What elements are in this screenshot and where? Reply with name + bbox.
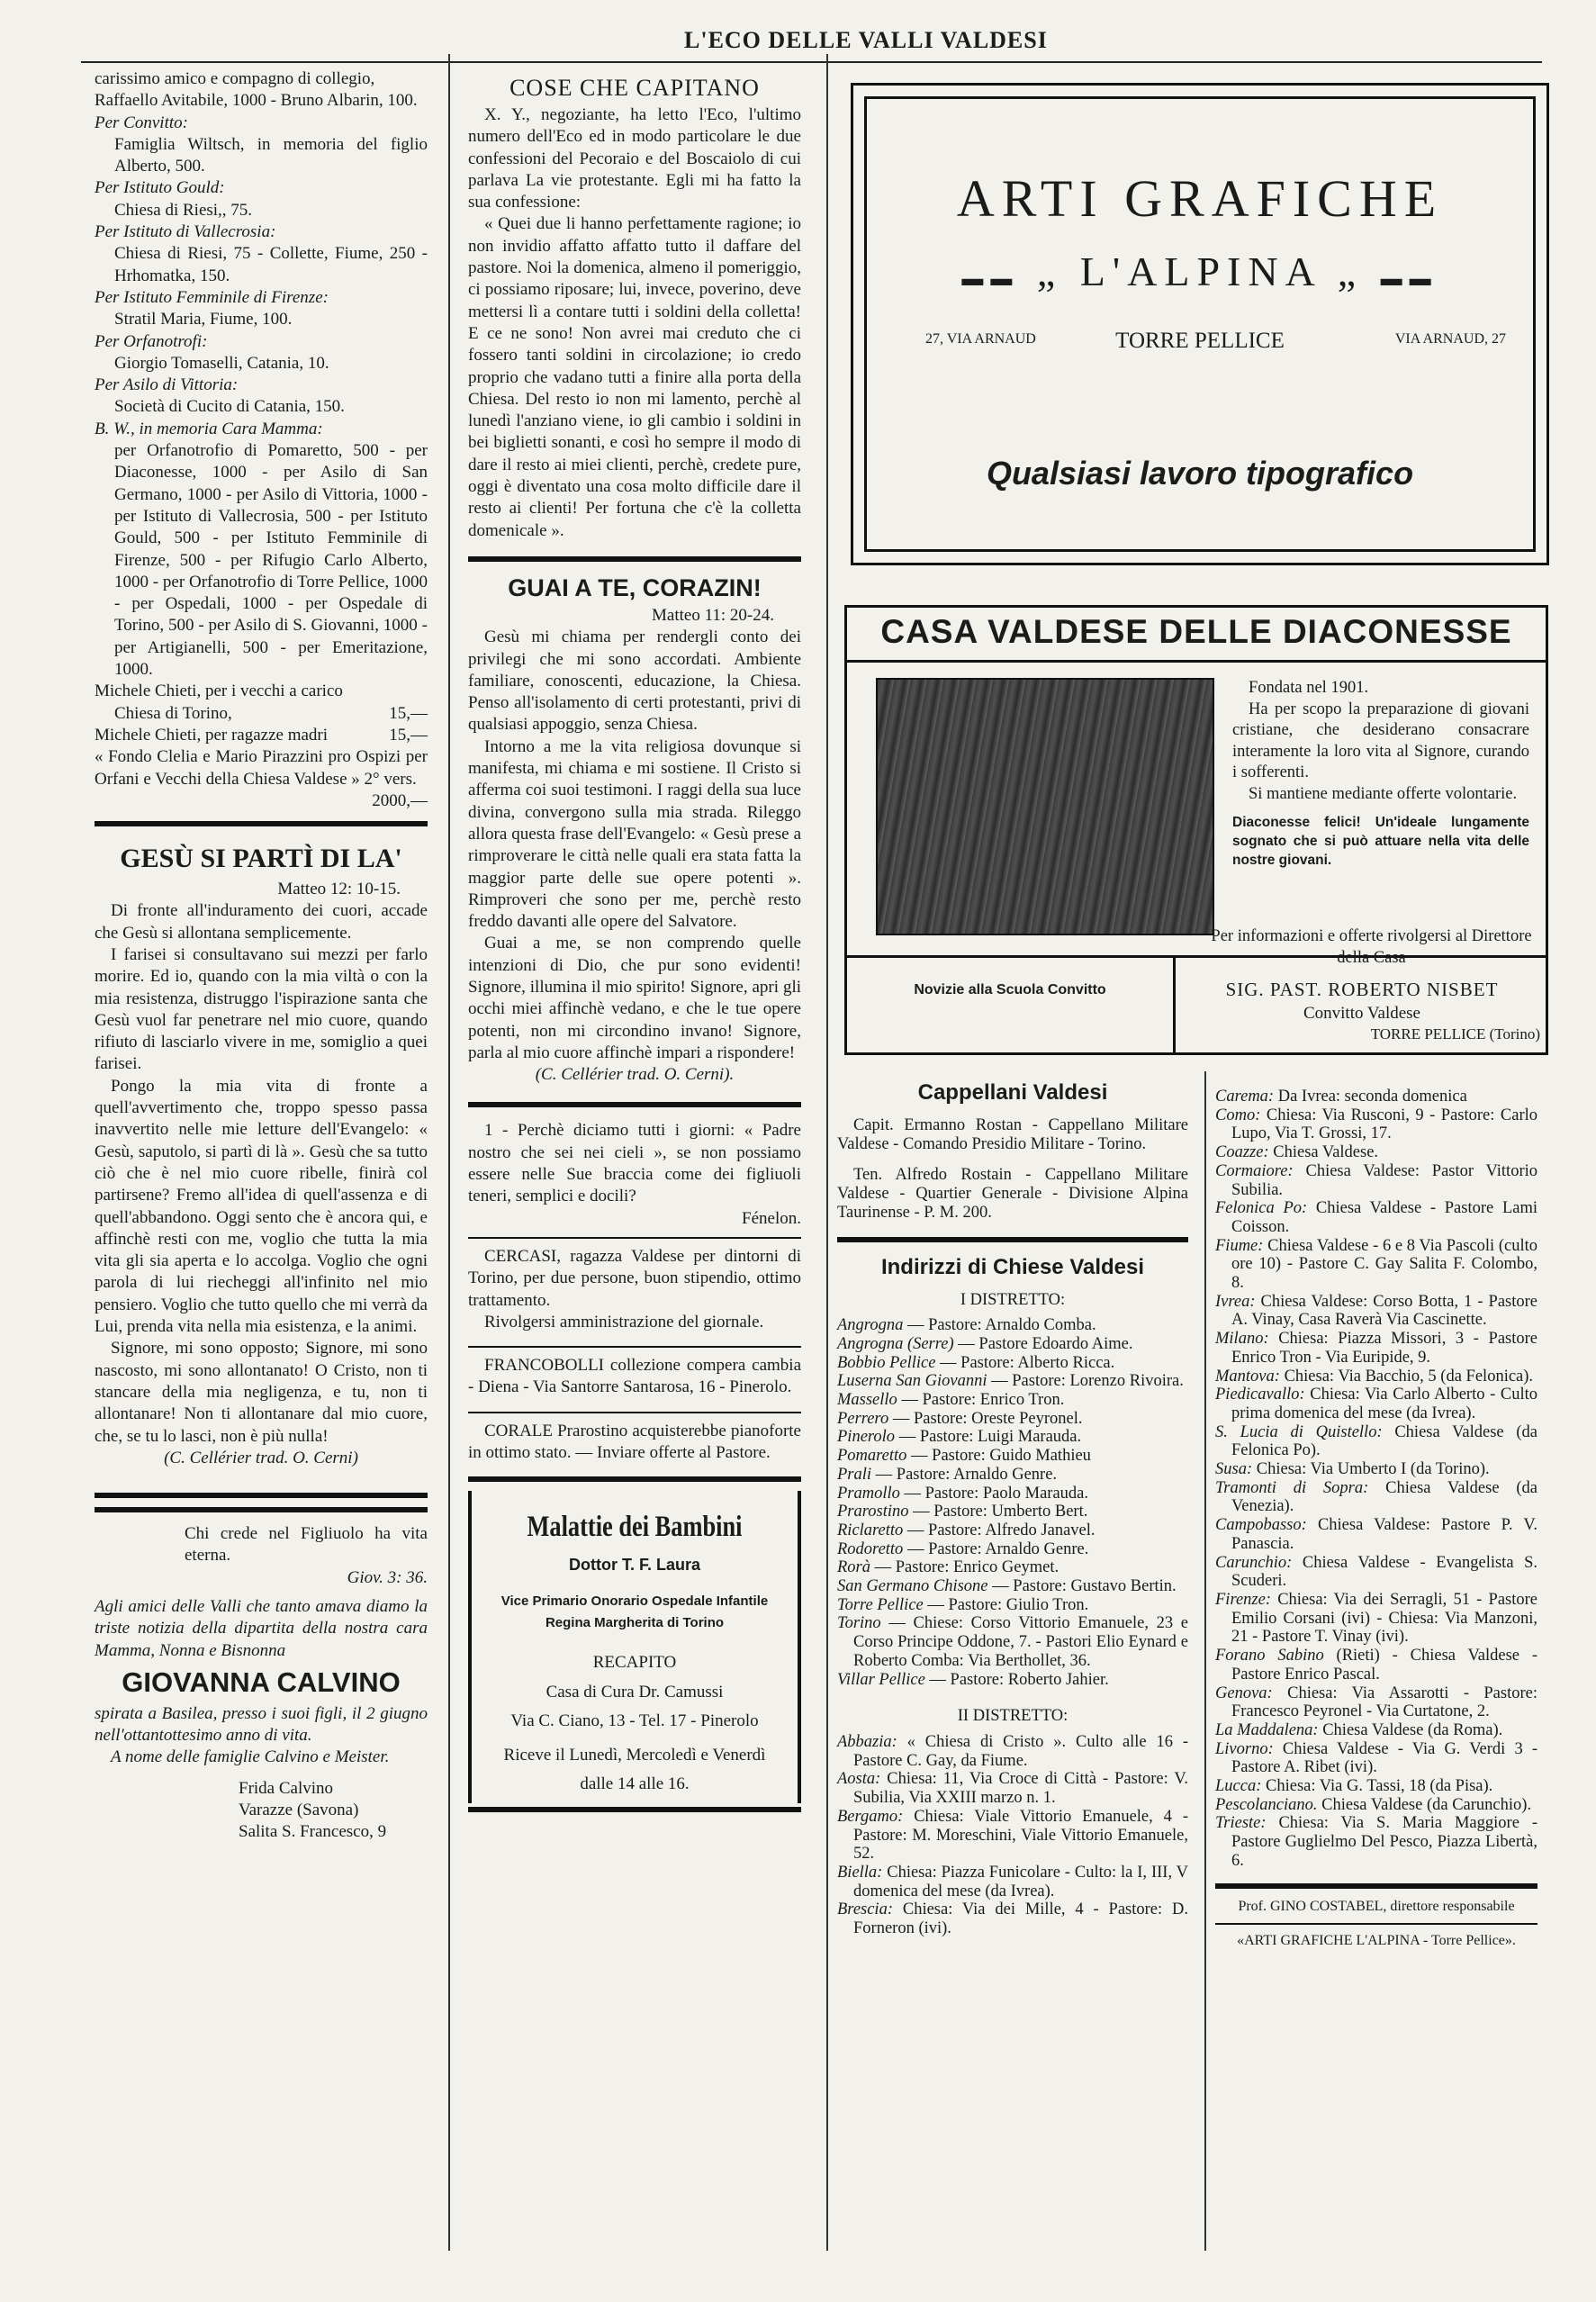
newspaper-title: L'ECO DELLE VALLI VALDESI — [684, 27, 1048, 53]
article-paragraph: I farisei si consultavano sui mezzi per farlo morire. Ed io, quando con la mia viltà o con la mia resistenza, distruggo l'ispirazione santa che Gesù vuol far penetrare nel mio cuore, quando rifiuto di lasciarlo vivere in me, somiglio a quei farisei. — [95, 944, 428, 1074]
church-details: Chiesa Valdese: Pastore P. V. Panascia. — [1231, 1516, 1537, 1553]
church-entry — [837, 1410, 1188, 1429]
doctor-ad — [468, 1491, 801, 1802]
donation-item — [95, 287, 428, 331]
church-details: Chiesa Valdese. — [1268, 1143, 1379, 1162]
donation-item — [95, 331, 428, 375]
church-details: Chiesa: Via Rusconi, 9 - Pastore: Carlo Lupo, Via T. Grossi, 17. — [1231, 1106, 1537, 1143]
doctor-name: Dottor T. F. Laura — [568, 1556, 700, 1575]
donation-head: Per Asilo di Vittoria: — [95, 375, 239, 395]
church-details: — Chiese: Corso Vittorio Emanuele, 23 e Corso Principe Oddone, 7. - Pastori Elio Eynard e Roberto Comba: Via Berthollet, 36. — [853, 1614, 1188, 1670]
donation-text: « Fondo Clelia e Mario Pirazzini pro Ospizi per Orfani e Vecchi della Chiesa Valdese » 2° vers. — [95, 747, 428, 789]
church-details: — Pastore: Oreste Peyronel. — [888, 1409, 1083, 1428]
church-details: — Pastore: Enrico Geymet. — [870, 1558, 1059, 1577]
diaconesse-paragraph: Ha per scopo la preparazione di giovani cristiane, che desiderano consacrare interamente la loro vita al Signore, curando i sofferenti. — [1232, 700, 1529, 782]
section-rule — [468, 1476, 801, 1482]
church-place: Trieste: — [1215, 1814, 1267, 1833]
church-place: Perrero — [837, 1409, 889, 1428]
church-details: — Pastore: Roberto Jahier. — [924, 1670, 1109, 1689]
church-place: Cormaiore: — [1215, 1161, 1294, 1180]
church-place: Mantova: — [1215, 1367, 1280, 1386]
alpina-name-text: „ L'ALPINA „ — [1036, 248, 1364, 294]
church-place: Rorà — [837, 1558, 870, 1577]
church-details: — Pastore: Alberto Ricca. — [935, 1353, 1115, 1372]
doctor-address: Via C. Ciano, 13 - Tel. 17 - Pinerolo — [510, 1711, 759, 1730]
church-place: S. Lucia di Quistello: — [1215, 1422, 1383, 1441]
alpina-name — [853, 248, 1546, 295]
header-rule — [81, 61, 1542, 63]
church-place: Como: — [1215, 1106, 1261, 1124]
doctor-hours: Riceve il Lunedì, Mercoledì e Venerdì — [503, 1746, 766, 1765]
church-place: Torino — [837, 1614, 881, 1633]
donation-text: Michele Chieti, per i vecchi a carico — [95, 682, 343, 701]
section-rule — [837, 1237, 1188, 1242]
section-rule — [95, 821, 428, 826]
church-entry — [837, 1864, 1188, 1900]
church-details: Chiesa Valdese: Pastor Vittorio Subilia. — [1231, 1161, 1537, 1199]
caption-divider — [1173, 955, 1176, 1052]
alpina-title: ARTI GRAFICHE — [956, 169, 1444, 228]
diaconesse-contact: SIG. PAST. ROBERTO NISBET — [1225, 979, 1499, 1000]
church-place: Angrogna (Serre) — [837, 1334, 954, 1353]
section-rule — [468, 1237, 801, 1239]
column-1 — [95, 68, 428, 1844]
section-title: Cappellani Valdesi — [917, 1080, 1108, 1105]
church-entry — [837, 1671, 1188, 1690]
church-place: Angrogna — [837, 1316, 904, 1335]
section-rule — [468, 556, 801, 562]
donation-item — [95, 221, 428, 287]
churches-list — [1215, 1088, 1537, 1871]
donation-head: Per Convitto: — [95, 113, 188, 132]
article-signature: (C. Cellérier trad. O. Cerni) — [164, 1448, 358, 1467]
alpina-ad — [851, 83, 1549, 565]
church-entry — [837, 1316, 1188, 1335]
church-entry — [1215, 1814, 1537, 1870]
church-details: Chiesa Valdese - Evangelista S. Scuderi. — [1231, 1553, 1537, 1591]
donation-row — [95, 725, 428, 746]
church-place: Torre Pellice — [837, 1595, 924, 1614]
column-2 — [468, 72, 801, 1821]
obituary-families: A nome delle famiglie Calvino e Meister. — [111, 1747, 390, 1767]
church-entry — [837, 1808, 1188, 1864]
diaconesse-ad — [844, 605, 1548, 1055]
church-entry — [837, 1596, 1188, 1615]
church-details: Da Ivrea: seconda domenica — [1274, 1088, 1467, 1106]
church-place: Susa: — [1215, 1460, 1253, 1479]
church-place: Fiume: — [1215, 1236, 1264, 1255]
church-place: Coazze: — [1215, 1143, 1269, 1162]
church-details: — Pastore: Luigi Marauda. — [895, 1428, 1082, 1447]
church-place: San Germano Chisone — [837, 1577, 988, 1596]
church-place: La Maddalena: — [1215, 1720, 1319, 1739]
classified-ad: Rivolgersi amministrazione del giornale. — [484, 1312, 764, 1332]
diaconesse-title: CASA VALDESE DELLE DIACONESSE — [880, 613, 1512, 650]
church-entry — [1215, 1293, 1537, 1330]
church-details: Chiesa Valdese (da Felonica Po). — [1231, 1422, 1537, 1460]
church-entry — [837, 1354, 1188, 1373]
section-rule — [468, 1807, 801, 1812]
church-place: Livorno: — [1215, 1739, 1274, 1758]
church-details: Chiesa Valdese - Pastore Lami Coisson. — [1231, 1199, 1537, 1236]
church-details: — Pastore: Arnaldo Genre. — [903, 1539, 1089, 1558]
church-entry — [837, 1614, 1188, 1670]
diaconesse-motto: Diaconesse felici! Un'ideale lungamente sognato che si può attuare nella vita delle nostre giovani. — [1232, 814, 1529, 868]
article-paragraph: Guai a me, se non comprendo quelle intenzioni di Dio, che pur sono evidenti! Signore, illumina il mio spirito! Signore, apri gli occhi miei affinchè vedano, e che le tue opere potenti, non mi circondino invano! Signore, parla al mio cuore affinchè impari a rispondere! — [468, 934, 801, 1062]
verse-ref: Giov. 3: 36. — [347, 1567, 428, 1587]
classified-ad: CORALE Prarostino acquisterebbe pianoforte in ottimo stato. — Inviare offerte al Pastore. — [468, 1421, 801, 1463]
church-place: Aosta: — [837, 1770, 881, 1789]
church-entry — [837, 1391, 1188, 1410]
church-entry — [837, 1447, 1188, 1466]
doctor-role: Vice Primario Onorario Ospedale Infantile — [500, 1593, 769, 1609]
diaconesse-contact: TORRE PELLICE (Torino) — [1370, 1025, 1540, 1043]
church-place: Pescolanciano. — [1215, 1795, 1318, 1814]
donation-text: Chiesa di Torino, — [114, 703, 232, 723]
district-1-list — [837, 1316, 1188, 1689]
church-place: Rodoretto — [837, 1539, 904, 1558]
donation-item — [95, 177, 428, 221]
obituary-intro: Agli amici delle Valli che tanto amava diamo la triste notizia della dipartita della nostra cara Mamma, Nonna e Bisnonna — [95, 1597, 428, 1660]
alpina-address: VIA ARNAUD, 27 — [1394, 331, 1506, 347]
scripture-ref: Matteo 11: 20-24. — [652, 605, 774, 625]
obituary-sign: Salita S. Francesco, 9 — [239, 1822, 387, 1842]
article-paragraph: « Quei due li hanno perfettamente ragione; io non invidio affatto affatto tutto il daffare del pastore. Noi la domenica, almeno il pomeriggio, ci possiamo riposare; lui, invece, poverino, deve mettersi lì a contare tutti i soldini della colletta! E ce ne sono! Non avrei mai creduto che ci fossero tanti soldini in circolazione; io credo proprio che vadano tutti a finire alla porta della Chiesa. Del resto io non mi lamento, perchè al lunedì l'anziano viene, io gli cambio i soldini in bei biglietti sonanti, e così ho sempre il modo di dare il resto ai miei clienti, perchè, credete pure, oggi è diventato una cosa molto difficile dare il resto ai clienti! Per fortuna che c'è la colletta domenicale ». — [468, 214, 801, 540]
church-details: — Pastore Edoardo Aime. — [953, 1334, 1133, 1353]
church-details: Chiesa: Via Assarotti - Pastore: Francesco Peyronel - Via Curtatone, 2. — [1231, 1684, 1537, 1721]
church-entry — [1215, 1777, 1537, 1796]
donation-text: per Orfanotrofio di Pomaretto, 500 - per Diaconesse, 1000 - per Asilo di San Germano, 1000 - per Asilo di Vittoria, 1000 - per Istituto di Vallecrosia, 500 - per Istituto Gould, 500 - per Istituto Femminile di Firenze, 500 - per Rifugio Carlo Alberto, 1000 - per Orfanotrofio di Torre Pellice, 1000 - per Ospedali, 1000 - per Ospedale di Torino, 500 - per Asilo di S. Giovanni, 1000 - per Artigianelli, 500 - per Emeritazione, 1000. — [114, 441, 428, 680]
church-entry — [1215, 1796, 1537, 1815]
chaplain-entry: Ten. Alfredo Rostain - Cappellano Militare Valdese - Quartier Generale - Divisione Alpina Taurinense - P. M. 200. — [837, 1166, 1188, 1222]
church-details: Chiesa: Via S. Maria Maggiore - Pastore Guglielmo Del Pesco, Piazza Libertà, 6. — [1231, 1814, 1537, 1870]
church-place: Massello — [837, 1391, 897, 1410]
church-place: Ivrea: — [1215, 1292, 1256, 1311]
donation-amount: 2000,— — [372, 790, 428, 810]
church-place: Pomaretto — [837, 1447, 907, 1466]
classified-ad: FRANCOBOLLI collezione compera cambia - Diena - Via Santorre Santarosa, 16 - Pinerolo. — [468, 1356, 801, 1397]
church-details: Chiesa: Via dei Serragli, 51 - Pastore Emilio Corsani (ivi) - Chiesa: Via Manzoni, 21 - Pastore T. Vinay (ivi). — [1231, 1590, 1537, 1647]
church-details: — Pastore: Guido Mathieu — [906, 1447, 1091, 1466]
church-details: Chiesa Valdese (da Carunchio). — [1317, 1795, 1532, 1814]
district-2-list — [837, 1733, 1188, 1938]
church-details: Chiesa: Piazza Missori, 3 - Pastore Enrico Tron - Via Euripide, 9. — [1231, 1330, 1537, 1367]
church-entry — [837, 1428, 1188, 1447]
church-place: Pramollo — [837, 1484, 900, 1503]
church-details: — Pastore: Paolo Marauda. — [899, 1484, 1089, 1503]
obituary-sign: Frida Calvino — [239, 1778, 334, 1798]
church-place: Biella: — [837, 1863, 883, 1882]
church-details: — Pastore: Giulio Tron. — [923, 1595, 1089, 1614]
church-place: Bergamo: — [837, 1807, 904, 1826]
church-place: Prarostino — [837, 1503, 909, 1521]
section-rule — [1215, 1923, 1537, 1925]
church-place: Brescia: — [837, 1900, 893, 1919]
ornament-icon: ▬▬ — [1380, 267, 1438, 291]
diaconesse-contact: Convitto Valdese — [1303, 1004, 1420, 1023]
church-entry — [1215, 1721, 1537, 1740]
church-place: Abbazia: — [837, 1732, 897, 1751]
doctor-recapito: RECAPITO — [592, 1653, 677, 1673]
church-entry — [837, 1733, 1188, 1770]
church-place: Prali — [837, 1465, 872, 1484]
church-details: Chiesa Valdese - Via G. Verdi 3 - Pastore A. Ribet (ivi). — [1231, 1739, 1537, 1777]
church-place: Piedicavallo: — [1215, 1386, 1305, 1404]
church-details: « Chiesa di Cristo ». Culto alle 16 - Pastore C. Gay, da Fiume. — [853, 1732, 1188, 1770]
donation-head: Per Istituto Femminile di Firenze: — [95, 287, 329, 307]
church-details: — Pastore: Umberto Bert. — [908, 1503, 1088, 1521]
church-entry — [837, 1335, 1188, 1354]
ornament-icon: ▬▬ — [961, 267, 1020, 291]
text-line: Raffaello Avitabile, 1000 - Bruno Albarin, 100. — [95, 91, 418, 111]
photo-caption: Novizie alla Scuola Convitto — [914, 982, 1106, 998]
church-place: Luserna San Giovanni — [837, 1372, 987, 1391]
column-divider — [826, 54, 828, 2251]
director-line: Prof. GINO COSTABEL, direttore responsabile — [1238, 1898, 1515, 1914]
section-rule — [468, 1346, 801, 1348]
diaconesse-text — [1232, 678, 1529, 870]
church-details: — Pastore: Lorenzo Rivoira. — [987, 1372, 1184, 1391]
church-details: — Pastore: Arnaldo Comba. — [903, 1316, 1096, 1335]
church-entry — [1215, 1647, 1537, 1684]
church-entry — [1215, 1386, 1537, 1422]
church-details: Chiesa Valdese (da Roma). — [1318, 1720, 1503, 1739]
title-rule — [847, 660, 1546, 663]
donation-item — [95, 113, 428, 178]
alpina-slogan: Qualsiasi lavoro tipografico — [986, 455, 1414, 492]
church-details: — Pastore: Gustavo Bertin. — [987, 1577, 1177, 1596]
church-entry — [1215, 1143, 1537, 1162]
article-paragraph: Di fronte all'induramento dei cuori, accade che Gesù si allontana semplicemente. — [95, 901, 428, 943]
church-entry — [837, 1485, 1188, 1503]
donation-head: B. W., in memoria Cara Mamma: — [95, 419, 323, 438]
alpina-city: TORRE PELLICE — [1115, 329, 1285, 353]
donation-text: Chiesa di Riesi, 75 - Collette, Fiume, 250 - Hrhomatka, 150. — [114, 244, 428, 285]
page-header — [0, 22, 1596, 58]
doctor-clinic: Casa di Cura Dr. Camussi — [546, 1682, 724, 1702]
section-title: Indirizzi di Chiese Valdesi — [880, 1254, 1145, 1279]
church-details: — Pastore: Alfredo Janavel. — [903, 1521, 1096, 1539]
article-paragraph: X. Y., negoziante, ha letto l'Eco, l'ultimo numero dell'Eco ed in modo particolare le due confessioni del Pecoraio e del Boscaiolo di cui parlava La vie protestante. Egli mi ha fatto la sua confessione: — [468, 105, 801, 212]
church-entry — [1215, 1237, 1537, 1293]
article-signature: (C. Cellérier trad. O. Cerni). — [535, 1065, 735, 1085]
printer-line: «ARTI GRAFICHE L'ALPINA - Torre Pellice». — [1237, 1933, 1516, 1949]
column-divider — [1204, 1071, 1206, 2251]
verse-text: Chi crede nel Figliuolo ha vita eterna. — [185, 1524, 428, 1566]
church-details: Chiesa: Viale Vittorio Emanuele, 4 - Pastore: M. Moreschini, Viale Vittorio Emanuele, 52. — [853, 1807, 1188, 1864]
diaconesse-founded: Fondata nel 1901. — [1249, 679, 1369, 697]
church-details: Chiesa: Via G. Tassi, 18 (da Pisa). — [1261, 1777, 1493, 1796]
article-paragraph: Signore, mi sono opposto; Signore, mi sono nascosto, mi sono allontanato! O Cristo, non ti stancare della mia negligenza, e tu, non ti allontanare! Non ti allontanare dal mio cuore, che, se tu lo lasci, non è più nulla! — [95, 1339, 428, 1446]
church-details: (Rieti) - Chiesa Valdese - Pastore Enrico Pascal. — [1231, 1647, 1537, 1684]
church-entry — [1215, 1554, 1537, 1591]
church-place: Bobbio Pellice — [837, 1353, 936, 1372]
church-details: Chiesa: Via Umberto I (da Torino). — [1252, 1460, 1490, 1479]
church-place: Firenze: — [1215, 1590, 1271, 1609]
church-entry — [1215, 1740, 1537, 1777]
church-place: Milano: — [1215, 1330, 1269, 1349]
column-3 — [837, 1077, 1188, 1938]
church-place: Campobasso: — [1215, 1516, 1307, 1535]
church-entry — [1215, 1106, 1537, 1143]
donation-amount: 15,— — [389, 725, 428, 745]
obituary-text: spirata a Basilea, presso i suoi figli, il 2 giugno nell'ottantottesimo anno di vita. — [95, 1703, 428, 1746]
text-line: carissimo amico e compagno di collegio, — [95, 69, 375, 88]
classified-ad: CERCASI, ragazza Valdese per dintorni di Torino, per due persone, buon stipendio, ottimo trattamento. — [468, 1246, 801, 1310]
church-details: Chiesa Valdese: Corso Botta, 1 - Pastore A. Vinay, Casa Raverà Via Cascinette. — [1231, 1292, 1537, 1330]
doctor-ad-title: Malattie dei Bambini — [527, 1511, 743, 1544]
article-title: GESÙ SI PARTÌ DI LA' — [120, 844, 402, 874]
section-rule — [95, 1493, 428, 1498]
church-entry — [1215, 1368, 1537, 1386]
church-entry — [837, 1900, 1188, 1937]
church-entry — [1215, 1199, 1537, 1236]
church-entry — [1215, 1330, 1537, 1367]
donation-text: Stratil Maria, Fiume, 100. — [114, 310, 293, 330]
article-paragraph: Pongo la mia vita di fronte a quell'avvertimento che, troppo spesso passa inavvertito nelle mie letture dell'Evangelo: « Gesù, saputolo, si partì di là ». Gesù che sa tutto ciò che è nel mio cuore ribelle, finirà col partirsene? Fremo all'idea di quell'assenza e di quell'abbandono. Oggi sento che è ancora qui, e affinchè resti con me, voglio che tutta la mia vita gli sia aperta e lo accolga. Voglio che ogni parola di lui riecheggi all'infinito nel mio pensiero. Voglio che tutto quello che mi verrà da Lui, prenda vita nella mia esistenza, e la animi. — [95, 1076, 428, 1337]
article-paragraph: Gesù mi chiama per rendergli conto dei privilegi che mi sono accordati. Ambiente familiare, conoscenti, educazione, la Chiesa. Penso all'isolamento di certi protestanti, privi di qualsiasi appoggio, senza Chiesa. — [468, 627, 801, 735]
church-details: — Pastore: Enrico Tron. — [897, 1391, 1065, 1410]
doctor-role: Regina Margherita di Torino — [545, 1614, 725, 1630]
section-rule — [95, 1507, 428, 1512]
church-entry — [837, 1521, 1188, 1540]
scripture-ref: Matteo 12: 10-15. — [277, 880, 401, 899]
donation-amount: 15,— — [389, 703, 428, 723]
church-details: — Pastore: Arnaldo Genre. — [871, 1465, 1058, 1484]
church-place: Genova: — [1215, 1684, 1273, 1702]
novices-photo — [876, 678, 1214, 935]
church-details: Chiesa: Piazza Funicolare - Culto: la I, III, V domenica del mese (da Ivrea). — [853, 1863, 1188, 1900]
church-entry — [837, 1577, 1188, 1596]
church-details: Chiesa: 11, Via Croce di Città - Pastore: V. Subilia, Via XXIII marzo n. 1. — [853, 1770, 1188, 1808]
donation-head: Per Istituto di Vallecrosia: — [95, 222, 276, 242]
chaplain-entry: Capit. Ermanno Rostan - Cappellano Militare Valdese - Comando Presidio Militare - Torino. — [837, 1116, 1188, 1153]
church-entry — [837, 1540, 1188, 1559]
church-details: Chiesa: Via dei Mille, 4 - Pastore: D. Forneron (ivi). — [853, 1900, 1188, 1938]
church-entry — [1215, 1423, 1537, 1460]
column-divider — [448, 54, 450, 2251]
obituary-name: GIOVANNA CALVINO — [122, 1666, 401, 1698]
church-entry — [1215, 1479, 1537, 1516]
church-place: Riclaretto — [837, 1521, 904, 1539]
church-place: Villar Pellice — [837, 1670, 925, 1689]
section-rule — [468, 1412, 801, 1413]
donation-head: Per Istituto Gould: — [95, 178, 225, 198]
church-place: Pinerolo — [837, 1428, 896, 1447]
obituary-sign: Varazze (Savona) — [239, 1801, 359, 1820]
section-rule — [1215, 1883, 1537, 1889]
donation-row — [95, 703, 428, 725]
quote-text: 1 - Perchè diciamo tutti i giorni: « Padre nostro che sei nei cieli », se non possiamo essere nelle Sue braccia come dei figliuoli teneri, semplici e docili? — [468, 1121, 801, 1206]
church-details: Chiesa: Via Bacchio, 5 (da Felonica). — [1279, 1367, 1534, 1386]
quote-author: Fénelon. — [742, 1208, 801, 1228]
church-entry — [1215, 1162, 1537, 1199]
article-paragraph: Intorno a me la vita religiosa dovunque si manifesta, mi chiama e mi sostiene. Il Cristo si afferma coi suoi testimoni. I raggi della sua luce divina, convergono sulla mia strada. Rileggo allora questa frase dell'Evangelo: « Gesù prese a rimproverare le città nelle quali era stata fatta la maggior parte delle sue opere potenti ». Rimproveri che sono per me, perchè resto freddo davanti alle opere del Salvatore. — [468, 736, 801, 932]
church-entry — [1215, 1684, 1537, 1721]
church-place: Felonica Po: — [1215, 1199, 1308, 1218]
church-entry — [837, 1466, 1188, 1485]
church-place: Carunchio: — [1215, 1553, 1293, 1572]
article-title: GUAI A TE, CORAZIN! — [508, 573, 762, 601]
donation-text: Chiesa di Riesi,, 75. — [114, 200, 253, 220]
donation-text: Giorgio Tomaselli, Catania, 10. — [114, 353, 329, 373]
donation-text: Famiglia Wiltsch, in memoria del figlio Alberto, 500. — [114, 134, 428, 176]
section-rule — [468, 1102, 801, 1107]
diaconesse-paragraph: Si mantiene mediante offerte volontarie. — [1249, 784, 1518, 803]
church-place: Carema: — [1215, 1088, 1275, 1106]
church-place: Lucca: — [1215, 1777, 1262, 1796]
church-entry — [1215, 1460, 1537, 1479]
church-details: Chiesa: Via Carlo Alberto - Culto prima domenica del mese (da Ivrea). — [1231, 1386, 1537, 1422]
church-place: Tramonti di Sopra: — [1215, 1478, 1369, 1497]
church-place: Forano Sabino — [1215, 1647, 1324, 1666]
donation-item — [95, 375, 428, 419]
church-entry — [837, 1372, 1188, 1391]
church-entry — [837, 1770, 1188, 1807]
diaconesse-info: Per informazioni e offerte rivolgersi al Direttore della Casa — [1211, 927, 1532, 967]
church-entry — [1215, 1516, 1537, 1553]
donation-text: Michele Chieti, per ragazze madri — [95, 725, 329, 745]
district-title: I DISTRETTO: — [960, 1290, 1066, 1309]
donation-text: Società di Cucito di Catania, 150. — [114, 397, 345, 417]
alpina-address: 27, VIA ARNAUD — [925, 331, 1036, 347]
article-title: COSE CHE CAPITANO — [509, 75, 760, 101]
column-4 — [1215, 1088, 1537, 1951]
church-entry — [837, 1503, 1188, 1521]
church-entry — [837, 1558, 1188, 1577]
church-details: Chiesa Valdese (da Venezia). — [1231, 1478, 1537, 1516]
church-entry — [1215, 1088, 1537, 1106]
doctor-hours: dalle 14 alle 16. — [580, 1774, 690, 1794]
church-details: Chiesa Valdese - 6 e 8 Via Pascoli (culto ore 10) - Pastore C. Gay Salita F. Colombo, 8. — [1231, 1236, 1537, 1293]
district-title: II DISTRETTO: — [957, 1707, 1069, 1726]
donation-head: Per Orfanotrofi: — [95, 331, 208, 351]
church-entry — [1215, 1591, 1537, 1647]
